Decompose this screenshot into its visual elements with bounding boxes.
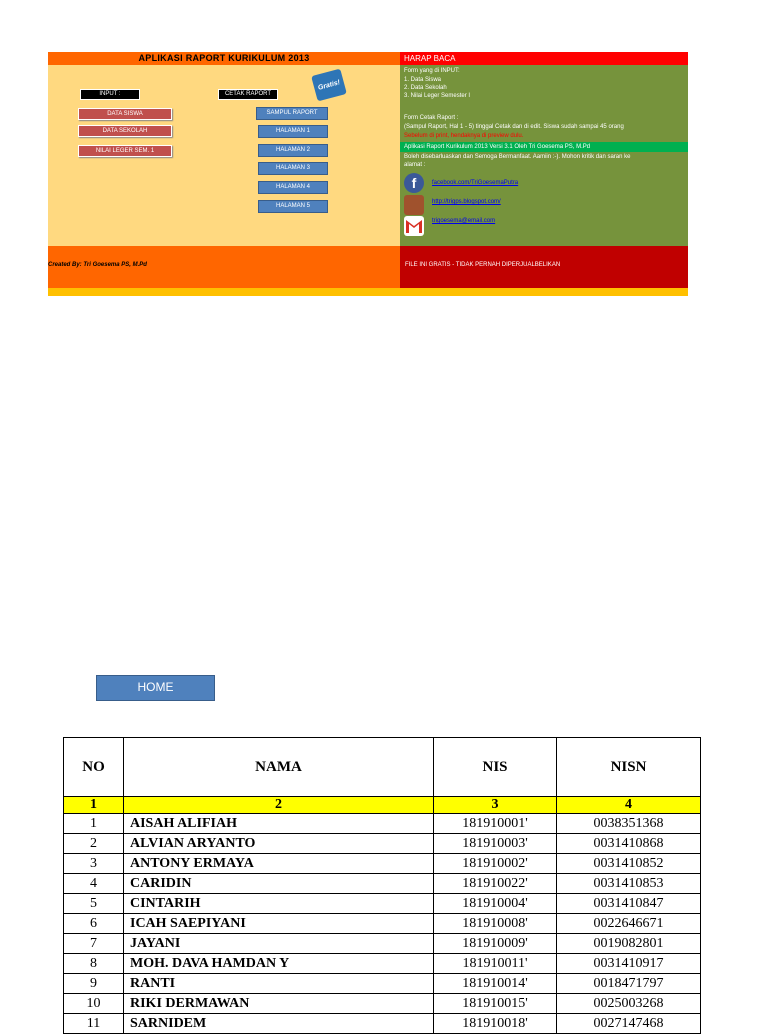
footer-strip: [48, 288, 688, 296]
column-number-row: [64, 797, 701, 814]
student-nisn: 0027147468: [557, 1014, 701, 1034]
blogger-avatar-icon: [404, 195, 424, 215]
row-no: 5: [64, 894, 124, 914]
facebook-link[interactable]: facebook.com/TriGoesemaPutra: [432, 180, 519, 186]
student-nisn: 0031410868: [557, 834, 701, 854]
row-no: 11: [64, 1014, 124, 1034]
col-header-nisn: NISN: [557, 738, 701, 797]
halaman-4-button[interactable]: HALAMAN 4: [258, 181, 328, 194]
student-nis: 181910001': [434, 814, 557, 834]
data-siswa-button[interactable]: DATA SISWA: [78, 108, 172, 120]
halaman-2-button[interactable]: HALAMAN 2: [258, 144, 328, 157]
row-no: 1: [64, 814, 124, 834]
row-no: 9: [64, 974, 124, 994]
app-title: APLIKASI RAPORT KURIKULUM 2013: [48, 52, 400, 65]
student-nisn: 0038351368: [557, 814, 701, 834]
student-name: RANTI: [124, 974, 434, 994]
sampul-raport-button[interactable]: SAMPUL RAPORT: [256, 107, 328, 120]
nilai-leger-button[interactable]: NILAI LEGER SEM. 1: [78, 145, 172, 157]
form-input-item: 1. Data Siswa: [404, 77, 442, 83]
student-name: RIKI DERMAWAN: [124, 994, 434, 1014]
student-nisn: 0018471797: [557, 974, 701, 994]
student-nis: 181910015': [434, 994, 557, 1014]
table-header-row: [64, 738, 701, 797]
table-row: [64, 874, 701, 894]
dashboard-panel: [48, 52, 688, 296]
student-nisn: 0025003268: [557, 994, 701, 1014]
form-cetak-note: (Sampul Raport, Hal 1 - 5) tinggal Cetak dan di edit. Siswa sudah sampai 45 orang: [404, 124, 624, 130]
table-row: [64, 954, 701, 974]
preview-warning: Sebelum di print, hendaknya di preview dulu.: [404, 133, 524, 139]
version-strip: Aplikasi Raport Kurikulum 2013 Versi 3.1 Oleh Tri Goesema PS, M.Pd: [400, 142, 688, 152]
student-name: AISAH ALIFIAH: [124, 814, 434, 834]
row-no: 4: [64, 874, 124, 894]
data-sekolah-button[interactable]: DATA SEKOLAH: [78, 125, 172, 137]
created-by: Created By: Tri Goesema PS, M.Pd: [48, 262, 147, 268]
blog-link[interactable]: http://trigps.blogspot.com/: [432, 199, 501, 205]
gmail-icon: [404, 216, 424, 236]
halaman-5-button[interactable]: HALAMAN 5: [258, 200, 328, 213]
table-row: [64, 854, 701, 874]
free-note: FILE INI GRATIS - TIDAK PERNAH DIPERJUALBELIKAN: [405, 262, 561, 268]
table-row: [64, 934, 701, 954]
table-row: [64, 894, 701, 914]
student-nisn: 0031410847: [557, 894, 701, 914]
halaman-3-button[interactable]: HALAMAN 3: [258, 162, 328, 175]
table-row: [64, 974, 701, 994]
table-row: [64, 914, 701, 934]
student-nis: 181910014': [434, 974, 557, 994]
table-row: [64, 814, 701, 834]
table-row: [64, 834, 701, 854]
column-number: 4: [557, 797, 701, 814]
student-name: MOH. DAVA HAMDAN Y: [124, 954, 434, 974]
email-link[interactable]: trigoesema@email.com: [432, 218, 496, 224]
harap-baca-header: HARAP BACA: [400, 52, 688, 65]
student-table: [63, 737, 701, 1034]
form-input-title: Form yang di INPUT:: [404, 68, 460, 74]
form-cetak-title: Form Cetak Raport :: [404, 115, 459, 121]
form-input-item: 2. Data Sekolah: [404, 85, 447, 91]
row-no: 7: [64, 934, 124, 954]
student-name: ANTONY ERMAYA: [124, 854, 434, 874]
student-nis: 181910009': [434, 934, 557, 954]
gratis-badge: Gratis!: [311, 69, 347, 102]
input-label: INPUT :: [80, 89, 140, 100]
student-nis: 181910002': [434, 854, 557, 874]
student-nis: 181910003': [434, 834, 557, 854]
col-header-nama: NAMA: [124, 738, 434, 797]
facebook-icon: f: [404, 173, 424, 193]
student-nisn: 0031410852: [557, 854, 701, 874]
student-nis: 181910004': [434, 894, 557, 914]
student-nis: 181910011': [434, 954, 557, 974]
student-name: JAYANI: [124, 934, 434, 954]
column-number: 1: [64, 797, 124, 814]
share-note: Boleh disebarluaskan dan Semoga Bermanfaat. Aamiin :-). Mohon kritik dan saran ke alamat :: [404, 154, 631, 168]
student-name: ALVIAN ARYANTO: [124, 834, 434, 854]
student-name: ICAH SAEPIYANI: [124, 914, 434, 934]
halaman-1-button[interactable]: HALAMAN 1: [258, 125, 328, 138]
col-header-nis: NIS: [434, 738, 557, 797]
row-no: 3: [64, 854, 124, 874]
student-nisn: 0019082801: [557, 934, 701, 954]
student-nis: 181910022': [434, 874, 557, 894]
form-input-item: 3. Nilai Leger Semester I: [404, 93, 471, 99]
row-no: 10: [64, 994, 124, 1014]
row-no: 8: [64, 954, 124, 974]
student-name: CINTARIH: [124, 894, 434, 914]
student-name: CARIDIN: [124, 874, 434, 894]
home-button[interactable]: HOME: [96, 675, 215, 701]
cetak-label: CETAK RAPORT: [218, 89, 278, 100]
row-no: 2: [64, 834, 124, 854]
column-number: 3: [434, 797, 557, 814]
student-nisn: 0031410853: [557, 874, 701, 894]
student-nis: 181910018': [434, 1014, 557, 1034]
column-number: 2: [124, 797, 434, 814]
student-nisn: 0022646671: [557, 914, 701, 934]
row-no: 6: [64, 914, 124, 934]
student-nis: 181910008': [434, 914, 557, 934]
table-row: [64, 994, 701, 1014]
col-header-no: NO: [64, 738, 124, 797]
student-name: SARNIDEM: [124, 1014, 434, 1034]
student-nisn: 0031410917: [557, 954, 701, 974]
